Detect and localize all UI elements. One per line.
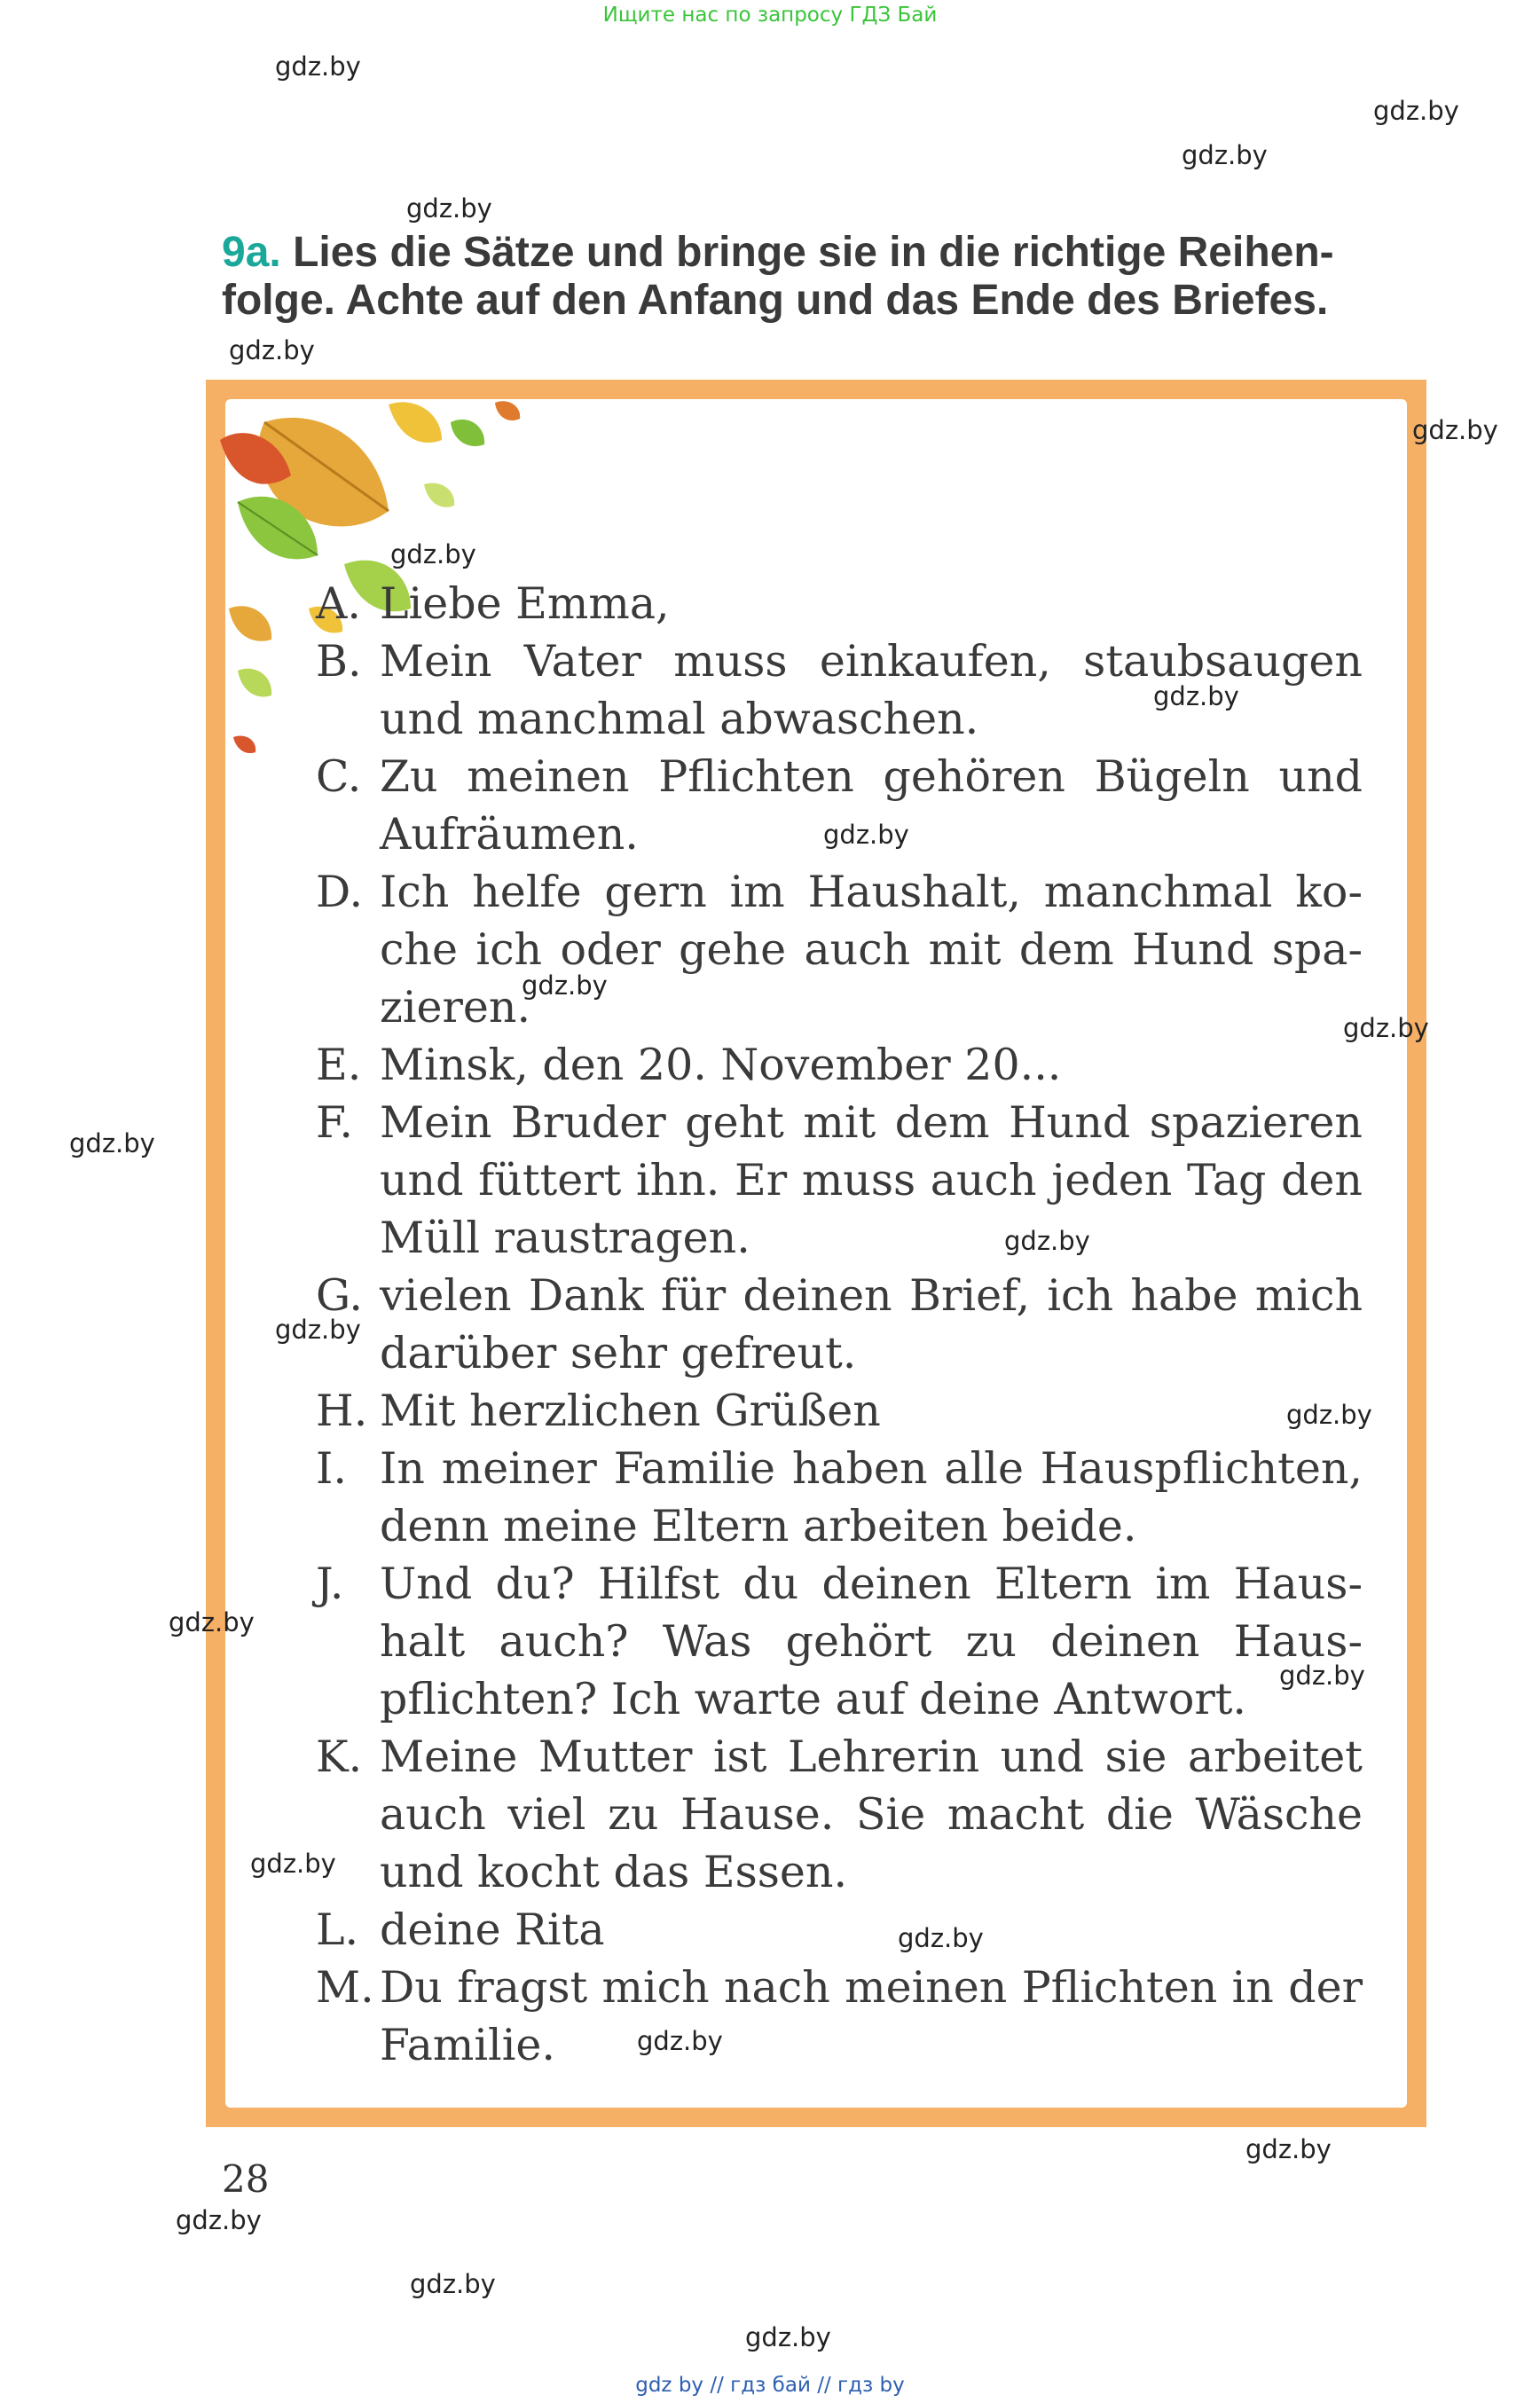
list-item: A. Liebe Emma, [316, 578, 670, 629]
watermark: gdz.by [1373, 96, 1459, 126]
watermark: gdz.by [1245, 2134, 1332, 2164]
bottom-banner: gdz by // гдз бай // гдз by [635, 2374, 905, 2397]
watermark: gdz.by [176, 2205, 262, 2235]
exercise-number: 9a. [222, 229, 281, 276]
watermark: gdz.by [390, 539, 476, 569]
watermark: gdz.by [69, 1128, 155, 1158]
list-item: G. vielen Dank für deinen Brief, ich habe mich darüber sehr gefreut. [316, 1270, 1363, 1378]
list-item: F. Mein Bruder geht mit dem Hund spazieren und füttert ihn. Er muss auch jeden Tag den Müll raustragen. [316, 1097, 1363, 1263]
watermark: gdz.by [522, 970, 608, 1001]
instruction-line-1: Lies die Sätze und bringe sie in die richtige Reihen- [293, 229, 1334, 276]
watermark: gdz.by [823, 820, 909, 850]
watermark: gdz.by [275, 51, 361, 82]
leaf-icon [451, 420, 484, 446]
list-item: M. Du fragst mich nach meinen Pflichten in der Familie. [316, 1962, 1363, 2070]
leaf-icon [229, 606, 271, 641]
list-item: E. Minsk, den 20. November 20... [316, 1040, 1062, 1090]
letter-sentences [316, 575, 1363, 2074]
top-banner: Ищите нас по запросу ГДЗ Бай [602, 4, 938, 27]
watermark: gdz.by [1343, 1013, 1429, 1043]
list-item: J. Und du? Hilfst du deinen Eltern im Haushalt auch? Was gehört zu deinen Hauspflichten? Ich warte auf deine Antwort. [316, 1559, 1363, 1724]
list-item: I. In meiner Familie haben alle Hauspflichten, denn meine Eltern arbeiten beide. [316, 1443, 1363, 1551]
leaf-icon [389, 402, 442, 443]
list-item: H. Mit herzlichen Grüßen [316, 1386, 881, 1436]
watermark: gdz.by [1279, 1661, 1365, 1691]
list-item: K. Meine Mutter ist Lehrerin und sie arbeitet auch viel zu Hause. Sie macht die Wäsche und kocht das Essen. [316, 1732, 1363, 1897]
watermark: gdz.by [637, 2026, 723, 2056]
watermark: gdz.by [745, 2322, 831, 2352]
watermark: gdz.by [229, 335, 315, 365]
watermark: gdz.by [1004, 1226, 1090, 1256]
list-item: D. Ich helfe gern im Haushalt, manchmal koche ich oder gehe auch mit dem Hund spazieren. [316, 867, 1363, 1033]
watermark: gdz.by [1412, 415, 1498, 445]
instruction-line-2: folge. Achte auf den Anfang und das Ende des Briefes. [222, 277, 1329, 324]
watermark: gdz.by [1286, 1400, 1372, 1430]
leaf-icon [495, 401, 520, 420]
list-item: B. Mein Vater muss einkaufen, staubsaugen und manchmal abwaschen. [316, 636, 1363, 744]
page-number: 28 [222, 2157, 270, 2201]
watermark: gdz.by [1182, 140, 1268, 170]
watermark: gdz.by [169, 1607, 255, 1637]
exercise-instruction [222, 229, 1437, 325]
watermark: gdz.by [898, 1923, 984, 1953]
watermark: gdz.by [1153, 681, 1239, 711]
watermark: gdz.by [275, 1315, 361, 1345]
leaf-icon [238, 669, 271, 697]
watermark: gdz.by [406, 193, 492, 224]
list-item: L. deine Rita [316, 1904, 605, 1955]
list-item: C. Zu meinen Pflichten gehören Bügeln und Aufräumen. [316, 751, 1363, 860]
watermark: gdz.by [410, 2269, 496, 2299]
leaf-icon [233, 736, 255, 754]
watermark: gdz.by [250, 1849, 336, 1879]
leaf-icon [424, 483, 454, 507]
